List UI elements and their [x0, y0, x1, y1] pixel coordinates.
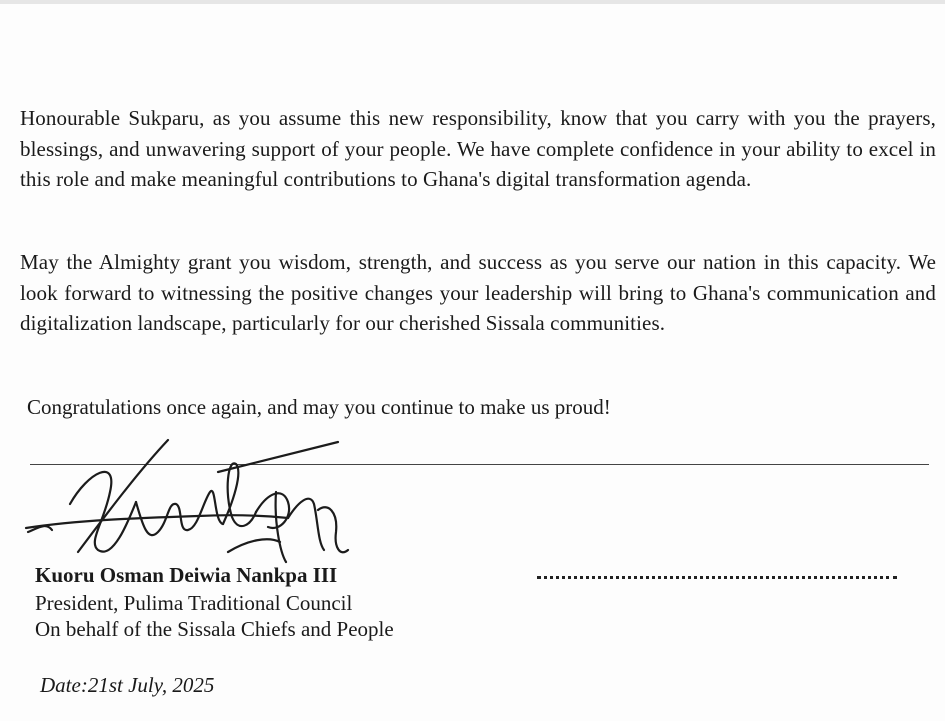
letter-paragraph-1: Honourable Sukparu, as you assume this new responsibility, know that you carry with you the prayers, blessings, and unwavering support of your people. We have complete confidence in your ability to excel in this role and make meaningful contributions to Ghana's digital transformation agenda. — [20, 106, 936, 191]
second-signature-dotted-line — [537, 576, 897, 579]
signatory-name: Kuoru Osman Deiwia Nankpa III — [35, 563, 338, 587]
letter-paragraph-2: May the Almighty grant you wisdom, strength, and success as you serve our nation in this capacity. We look forward to witnessing the positive changes your leadership will bring to Ghana's communication and digitalization landscape, particularly for our cherished Sissala communities. — [20, 250, 936, 335]
letter-date: Date:21st July, 2025 — [40, 673, 215, 697]
closing-remark: Congratulations once again, and may you continue to make us proud! — [27, 395, 611, 419]
page-top-edge — [0, 0, 945, 4]
handwritten-signature — [18, 432, 358, 582]
signatory-on-behalf: On behalf of the Sissala Chiefs and People — [35, 617, 394, 641]
signatory-title: President, Pulima Traditional Council — [35, 591, 353, 615]
